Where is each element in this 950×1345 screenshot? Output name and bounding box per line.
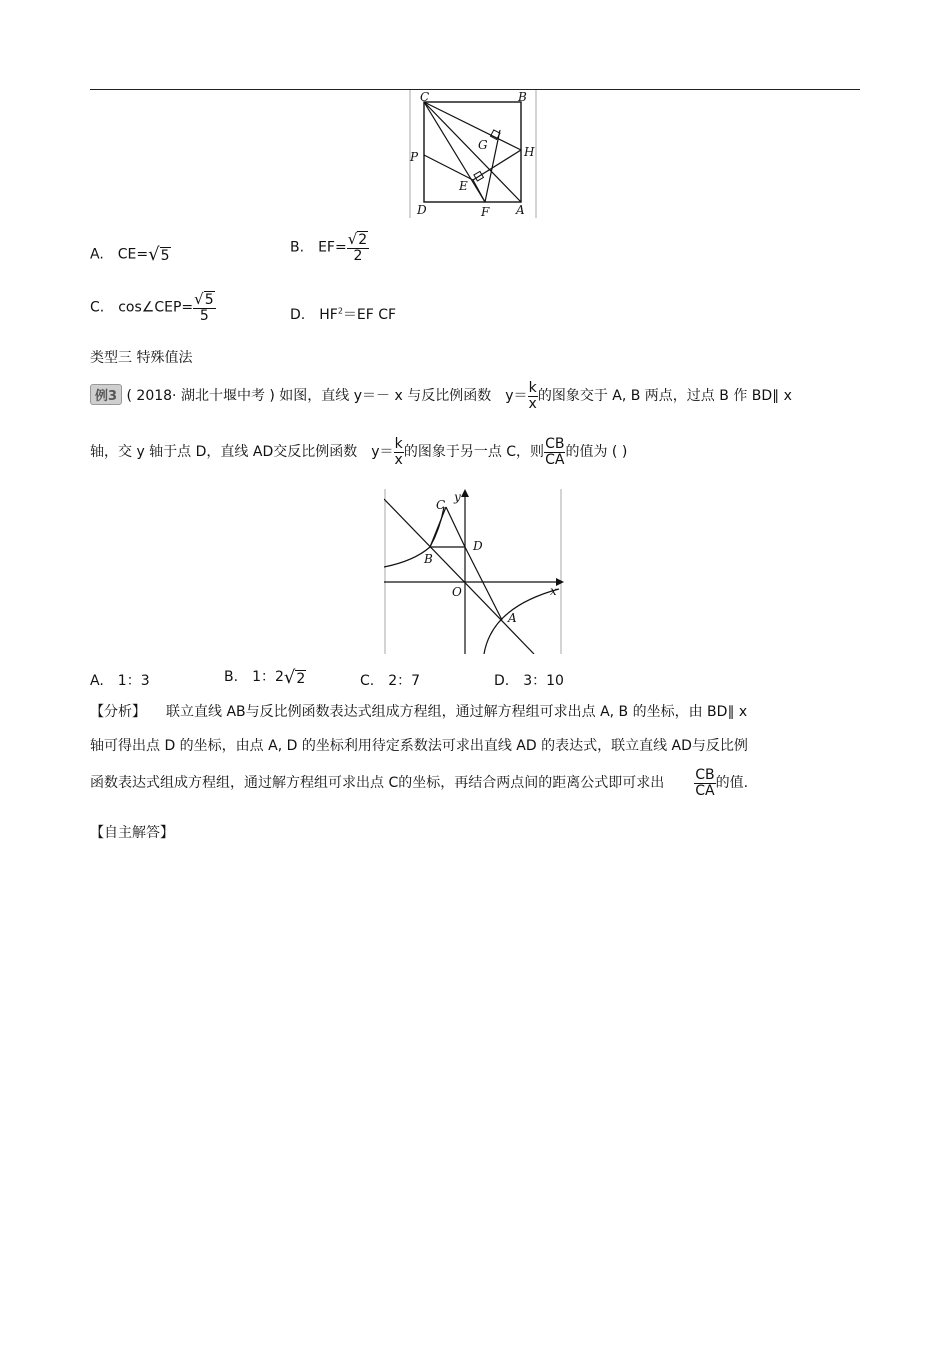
- example-tag: 例3: [90, 384, 122, 405]
- label-C: C: [436, 498, 446, 512]
- option-1c: C. cos∠CEP= $\frac{√5}{5}$: [90, 290, 214, 324]
- example-line-2: 轴，交 y 轴于点 D，直线 AD交反比例函数 y＝ $\frac{k}{x}$ 的图象于另一点 C，则 $\frac{CB}{CA}$ 的值为 ( ): [90, 436, 628, 468]
- label-C: C: [420, 90, 430, 104]
- fraction-cb-ca: $\frac{CB}{CA}$: [695, 767, 715, 799]
- option-1b: B. EF= $\frac{√2}{2}$: [290, 230, 368, 264]
- sqrt-symbol: √2: [283, 666, 306, 688]
- analysis-label: 【分析】: [90, 704, 146, 720]
- fraction-k-x: $\frac{k}{x}$: [528, 380, 537, 412]
- option-2d: D. 3：10: [494, 673, 564, 689]
- fraction: $\frac{√2}{2}$: [347, 230, 368, 264]
- self-answer-heading: 【自主解答】: [90, 825, 174, 841]
- label-O: O: [452, 585, 462, 599]
- label-E: E: [459, 179, 468, 193]
- fraction-cb-ca: $\frac{CB}{CA}$: [545, 436, 565, 468]
- section-title: 类型三 特殊值法: [90, 350, 193, 366]
- fraction-k-x: $\frac{k}{x}$: [394, 436, 403, 468]
- analysis-line-2: 轴可得出点 D 的坐标，由点 A, D 的坐标利用待定系数法可求出直线 AD 的表达式，联立直线 AD与反比例: [90, 738, 748, 754]
- option-2c: C. 2：7: [360, 673, 421, 689]
- option-2a: A. 1：3: [90, 673, 150, 689]
- label-B: B: [424, 552, 433, 566]
- label-P: P: [410, 150, 419, 164]
- label-y: y: [454, 490, 461, 504]
- option-2b: B. 1：2√2: [224, 666, 306, 688]
- label-A: A: [508, 611, 517, 625]
- coordinate-figure: [384, 489, 564, 654]
- label-G: G: [478, 138, 488, 152]
- option-1a: A. CE=√5: [90, 244, 170, 265]
- analysis-line-1: 【分析】 联立直线 AB与反比例函数表达式组成方程组，通过解方程组可求出点 A, B 的坐标，由 BD∥ x: [90, 704, 748, 720]
- fraction: $\frac{√5}{5}$: [194, 290, 214, 324]
- label-H: H: [524, 145, 535, 159]
- example-line-1: 例3 ( 2018· 湖北十堰中考 ) 如图，直线 y＝－ x 与反比例函数 y＝ $\frac{k}{x}$ 的图象交于 A, B 两点，过点 B 作 BD∥ x: [90, 381, 792, 411]
- square-figure: [408, 90, 538, 218]
- sqrt-symbol: √5: [148, 244, 170, 265]
- analysis-line-3: 函数表达式组成方程组，通过解方程组可求出点 C的坐标，再结合两点间的距离公式即可求出 $\frac{CB}{CA}$ 的值.: [90, 767, 749, 799]
- option-1d: D. $HF^2=EF$ CF: [290, 306, 397, 323]
- label-D: D: [417, 203, 427, 217]
- label-F: F: [481, 205, 490, 218]
- label-x: x: [550, 584, 557, 598]
- label-B: B: [518, 90, 527, 104]
- label-A: A: [516, 203, 525, 217]
- label-D: D: [473, 539, 483, 553]
